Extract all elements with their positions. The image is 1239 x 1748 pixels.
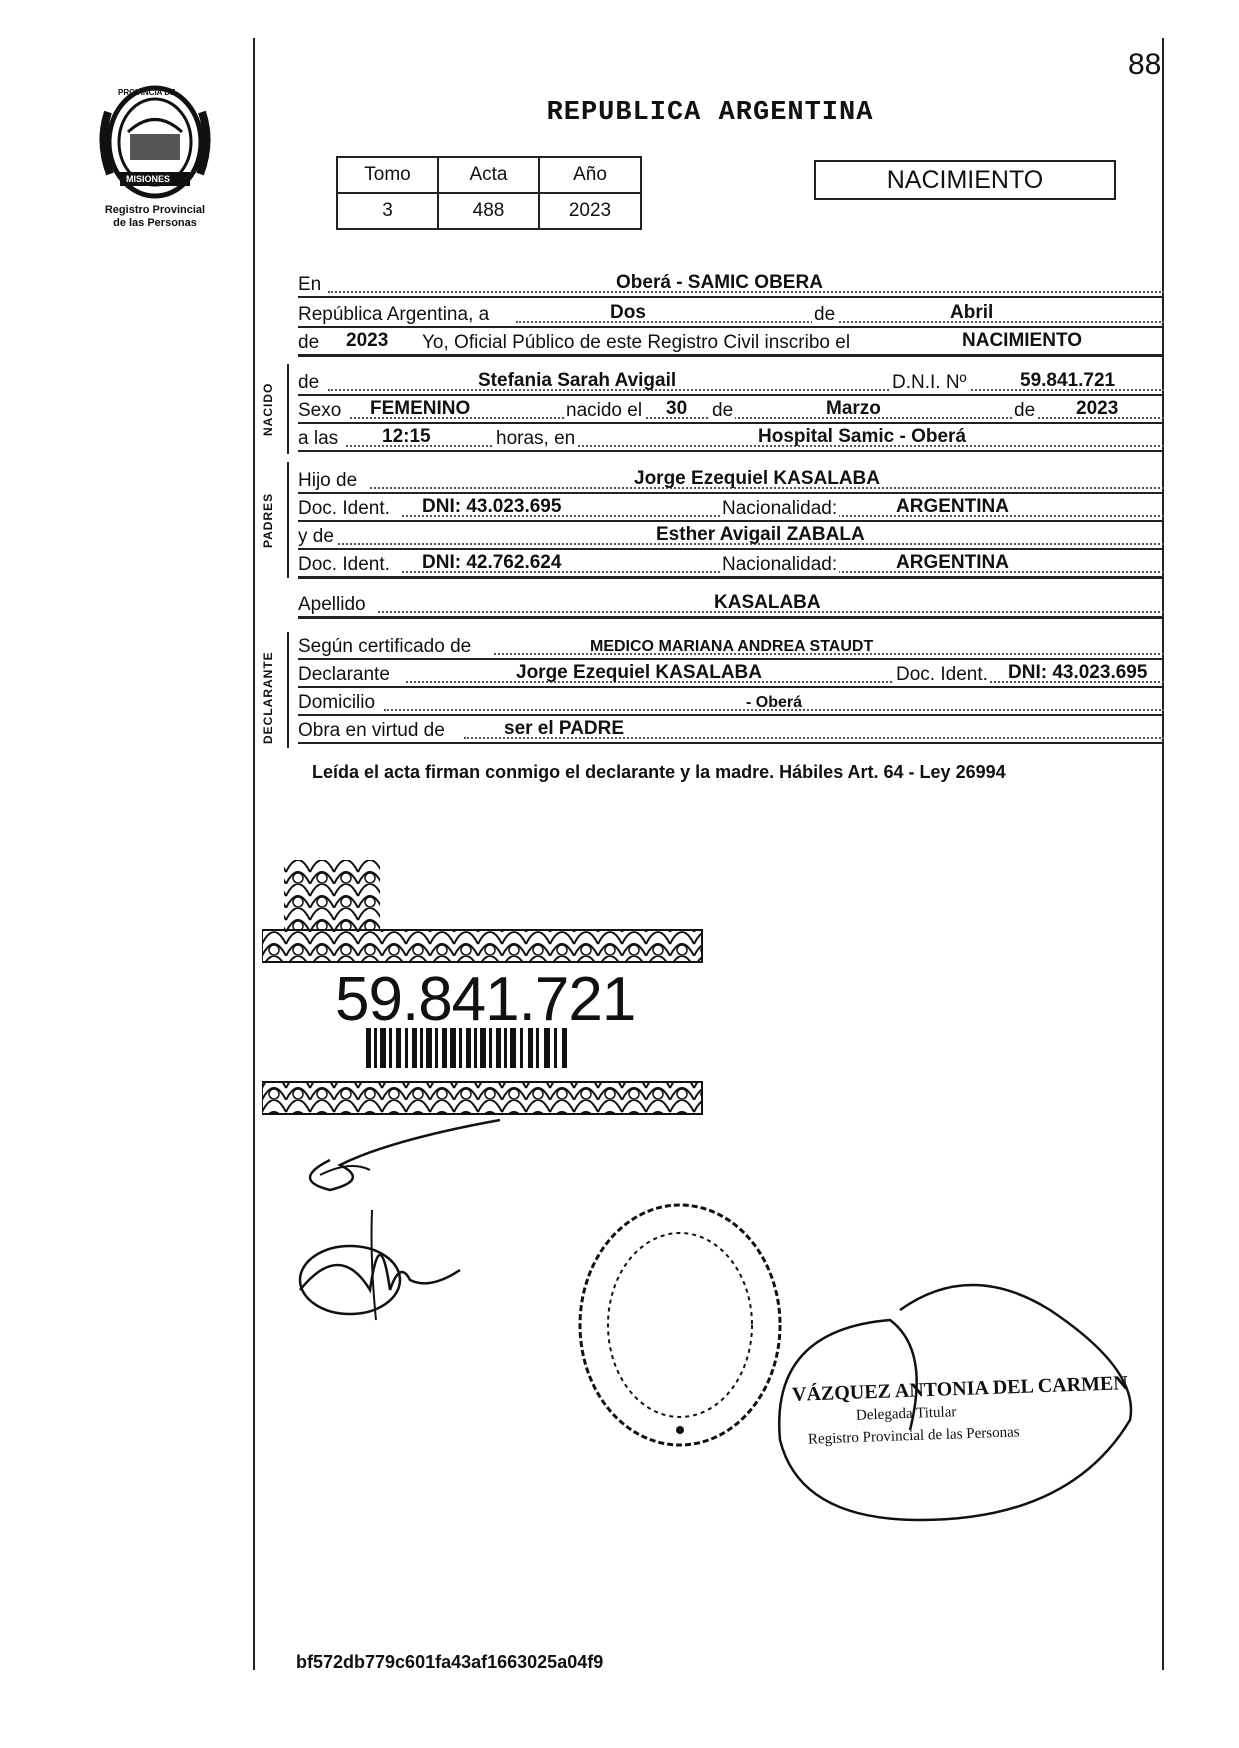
label-de-nacido: de [298,372,320,393]
row-en [298,270,1164,298]
signature-mother [280,1200,480,1340]
row-father-doc [298,494,1164,522]
value-mother-nationality: ARGENTINA [896,552,1009,573]
row-nacido-name [298,368,1164,396]
value-birth-day: 30 [666,398,688,419]
value-act-word: NACIMIENTO [962,330,1082,351]
value-father-doc: DNI: 43.023.695 [422,496,562,517]
value-father-nationality: ARGENTINA [896,496,1009,517]
provincial-seal-logo [90,82,220,202]
row-y-de [298,522,1164,550]
official-title: Delegada Titular [855,1404,957,1424]
section-label-nacido: NACIDO [261,382,275,436]
official-office: Registro Provincial de las Personas [807,1424,1020,1448]
registry-value-tomo: 3 [337,193,438,229]
registry-header-acta: Acta [438,157,539,193]
row-domicilio [298,688,1164,716]
value-mother-name: Esther Avigail ZABALA [656,524,865,545]
value-birth-place: Hospital Samic - Oberá [758,426,967,447]
footer-hash: bf572db779c601fa43af1663025a04f9 [296,1652,604,1672]
value-birth-year: 2023 [1076,398,1119,419]
registry-header-anio: Año [539,157,641,193]
label-republica: República Argentina, a [298,304,490,325]
label-nacido-el: nacido el [566,400,643,421]
label-de-3: de [1014,400,1036,421]
value-day-word: Dos [610,302,646,323]
section-label-declarante: DECLARANTE [261,651,275,744]
label-inscription: Yo, Oficial Público de este Registro Civil inscribo el [422,332,851,353]
value-month-word: Abril [950,302,994,323]
row-mother-doc [298,550,1164,579]
label-nacionalidad-2: Nacionalidad: [722,554,838,575]
label-dni: D.N.I. Nº [892,372,967,393]
official-name: VÁZQUEZ ANTONIA DEL CARMEN [791,1372,1129,1406]
label-apellido: Apellido [298,594,366,615]
value-child-name: Stefania Sarah Avigail [478,370,677,391]
row-hijo-de [298,466,1164,494]
logo-seal-top-text: PROVINCIA DE [118,88,176,97]
value-sexo: FEMENINO [370,398,471,419]
logo-caption [80,204,230,230]
value-birth-month: Marzo [826,398,881,419]
act-type-box: NACIMIENTO [814,160,1116,200]
row-obra [298,716,1164,744]
value-domicilio: - Oberá [746,694,803,711]
left-margin-line [253,38,255,1670]
label-certificado: Según certificado de [298,636,472,657]
label-y-de: y de [298,526,334,547]
document-title: REPUBLICA ARGENTINA [546,98,874,128]
label-horas-en: horas, en [496,428,576,449]
section-label-padres: PADRES [261,492,275,548]
label-declarante: Declarante [298,664,390,685]
value-mother-doc: DNI: 42.762.624 [422,552,562,573]
label-doc-ident: Doc. Ident. [298,498,390,519]
row-year [298,328,1164,357]
value-apellido: KASALABA [714,592,821,613]
value-obra: ser el PADRE [504,718,625,739]
label-year-prefix: de [298,332,320,353]
registry-value-acta: 488 [438,193,539,229]
label-de: de [814,304,836,325]
label-domicilio: Domicilio [298,692,376,713]
value-declarante-doc: DNI: 43.023.695 [1008,662,1148,683]
logo-caption-line-2: de las Personas [113,217,197,229]
row-nacido-hora [298,424,1164,452]
official-round-stamp [560,1190,800,1460]
label-doc-ident-decl: Doc. Ident. [896,664,988,685]
logo-caption-line-1: Registro Provincial [104,204,206,216]
label-sexo: Sexo [298,400,342,421]
registry-value-row [337,193,641,229]
value-child-dni: 59.841.721 [1020,370,1116,391]
value-place: Oberá - SAMIC OBERA [616,272,823,293]
page-number: 88 [1128,48,1162,81]
row-declarante [298,660,1164,688]
registry-header-row [337,157,641,193]
label-hijo-de: Hijo de [298,470,358,491]
value-declarante-name: Jorge Ezequiel KASALABA [516,662,762,683]
row-nacido-sexo [298,396,1164,424]
label-doc-ident-2: Doc. Ident. [298,554,390,575]
value-certificado: MEDICO MARIANA ANDREA STAUDT [590,638,874,655]
label-de-2: de [712,400,734,421]
value-year: 2023 [346,330,389,351]
row-apellido [298,590,1164,619]
id-sticker-number: 59.841.721 [335,965,636,1034]
label-obra: Obra en virtud de [298,720,445,741]
closing-text: Leída el acta firman conmigo el declarante y la madre. Hábiles Art. 64 - Ley 26994 [312,762,1006,782]
value-hour: 12:15 [382,426,431,447]
value-father-name: Jorge Ezequiel KASALABA [634,468,880,489]
label-nacionalidad: Nacionalidad: [722,498,838,519]
row-republica [298,300,1164,328]
registry-value-anio: 2023 [539,193,641,229]
label-en: En [298,274,322,295]
logo-seal-bottom-text: MISIONES [126,174,171,184]
label-a-las: a las [298,428,339,449]
registry-table [336,156,642,230]
row-certificado [298,632,1164,660]
registry-header-tomo: Tomo [337,157,438,193]
